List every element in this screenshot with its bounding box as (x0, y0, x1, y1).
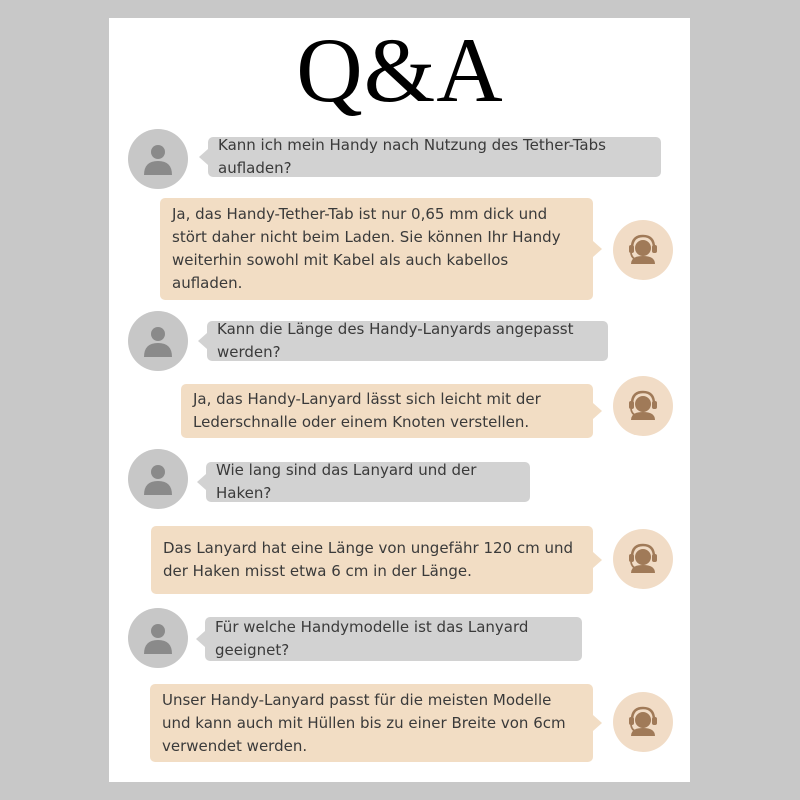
answer-bubble (151, 526, 593, 594)
user-icon (141, 462, 175, 496)
question-text: Für welche Handymodelle ist das Lanyard geeignet? (215, 618, 529, 659)
question-bubble (207, 321, 608, 361)
answer-text: Ja, das Handy-Lanyard lässt sich leicht mit der Lederschnalle oder einem Knoten verstellen. (193, 390, 541, 431)
answer-bubble (160, 198, 593, 300)
page-title: Q&A (296, 19, 504, 121)
customer-avatar (128, 311, 188, 371)
answer-bubble (181, 384, 593, 438)
customer-avatar (128, 608, 188, 668)
answer-text: Das Lanyard hat eine Länge von ungefähr 120 cm und der Haken misst etwa 6 cm in der Länge. (163, 539, 574, 580)
customer-avatar (128, 449, 188, 509)
answer-text: Unser Handy-Lanyard passt für die meisten Modelle und kann auch mit Hüllen bis zu einer Breite von 6cm verwendet werden. (162, 690, 566, 755)
question-text: Wie lang sind das Lanyard und der Haken? (216, 461, 477, 502)
question-text: Kann ich mein Handy nach Nutzung des Tether-Tabs aufladen? (218, 136, 606, 177)
headset-agent-icon (623, 230, 663, 270)
customer-avatar (128, 129, 188, 189)
headset-agent-icon (623, 386, 663, 426)
headset-agent-icon (623, 539, 663, 579)
user-icon (141, 324, 175, 358)
support-avatar (613, 376, 673, 436)
support-avatar (613, 220, 673, 280)
question-bubble (205, 617, 582, 661)
question-text: Kann die Länge des Handy-Lanyards angepasst werden? (217, 320, 574, 361)
answer-text: Ja, das Handy-Tether-Tab ist nur 0,65 mm dick und stört daher nicht beim Laden. Sie können Ihr Handy weiterhin sowohl mit Kabel als auch kabellos aufladen. (172, 205, 561, 292)
question-bubble (208, 137, 661, 177)
user-icon (141, 142, 175, 176)
answer-bubble (150, 684, 593, 762)
question-bubble (206, 462, 530, 502)
support-avatar (613, 529, 673, 589)
support-avatar (613, 692, 673, 752)
headset-agent-icon (623, 702, 663, 742)
user-icon (141, 621, 175, 655)
